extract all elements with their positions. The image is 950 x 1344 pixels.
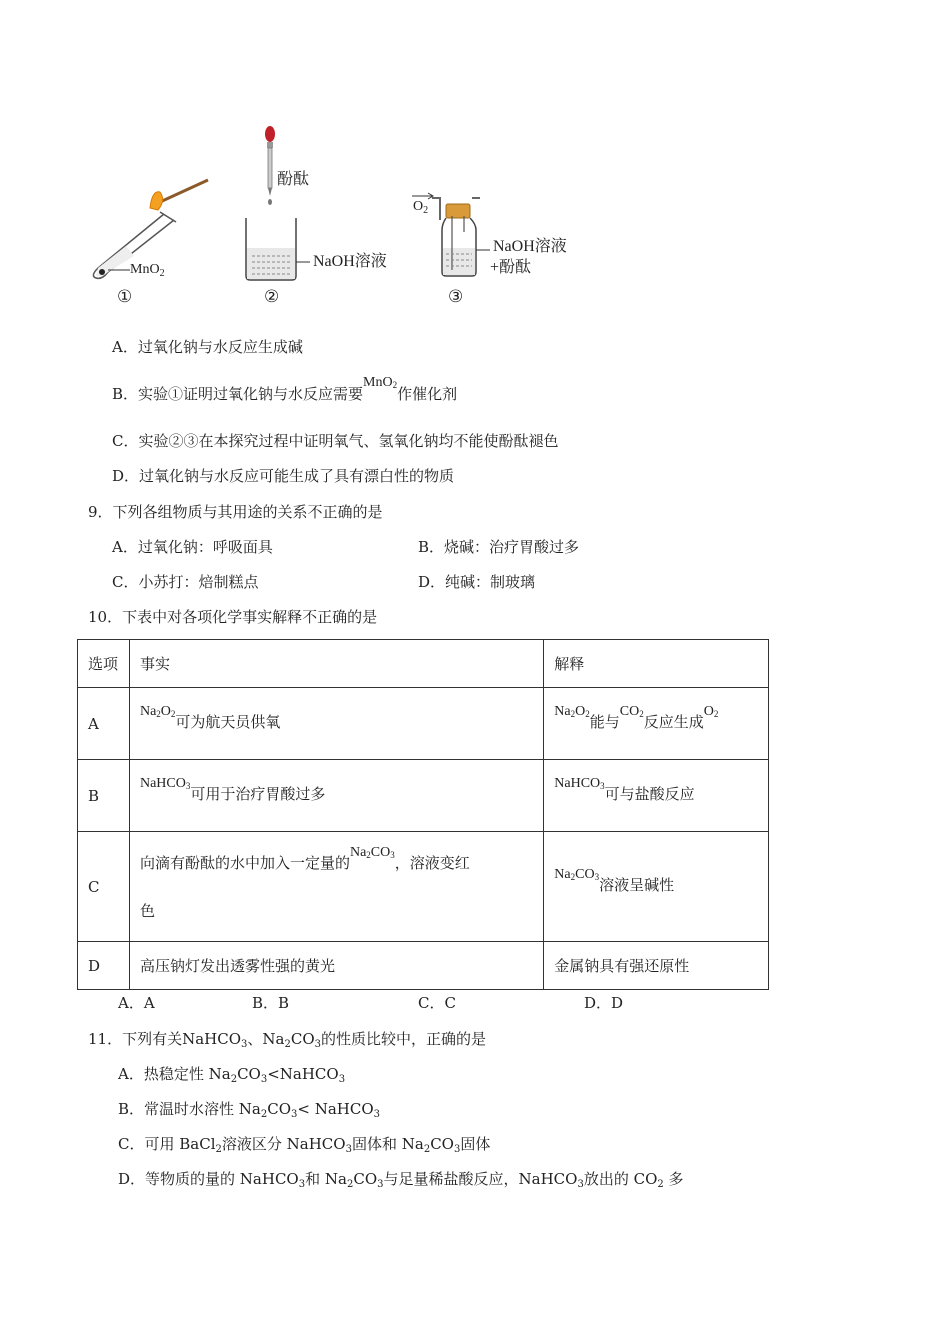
row-option: D [78, 942, 130, 990]
q11-option-a: A．热稳定性 $Na_2CO_3<NaHCO_3$ [118, 1065, 346, 1085]
q10-answer-d: D．D [584, 994, 624, 1012]
q8-option-a: A．过氧化钠与水反应生成碱 [112, 338, 303, 356]
table-row [78, 688, 769, 760]
table-row [78, 832, 769, 942]
phenolphthalein-label: 酚酞 [277, 169, 310, 188]
row-fact: NaHCO$_3$可用于治疗胃酸过多 [129, 760, 543, 832]
beaker-apparatus [246, 126, 310, 280]
q8-option-c: C．实验②③在本探究过程中证明氧气、氢氧化钠均不能使酚酞褪色 [112, 432, 559, 450]
q11-stem: 11．下列有关NaHCO$_3$、$Na_2CO_3$的性质比较中，正确的是 [88, 1030, 487, 1050]
row-explanation: NaHCO$_3$可与盐酸反应 [544, 760, 769, 832]
naoh-solution-label-2: NaOH溶液 [493, 238, 567, 255]
q10-answer-b: B．B [252, 994, 290, 1012]
experiment-number-2: ② [264, 287, 280, 307]
row-explanation: 金属钠具有强还原性 [544, 942, 769, 990]
q8-option-b: B．实验①证明过氧化钠与水反应需要MnO$_2$作催化剂 [112, 375, 458, 403]
q9-stem: 9．下列各组物质与其用途的关系不正确的是 [88, 503, 383, 521]
naoh-solution-label: NaOH溶液 [313, 253, 387, 270]
row-fact: 向滴有酚酞的水中加入一定量的$Na_2CO_3$，溶液变红 色 [129, 832, 543, 942]
q10-answer-a: A．A [118, 994, 155, 1012]
row-explanation: $Na_2CO_3$溶液呈碱性 [544, 832, 769, 942]
table-row [78, 760, 769, 832]
row-option: C [78, 832, 130, 942]
q9-option-a: A．过氧化钠：呼吸面具 [112, 538, 273, 556]
table-header-row [78, 640, 769, 688]
phenolphthalein-label-2: +酚酞 [490, 259, 532, 276]
experiment-figure [80, 120, 600, 315]
header-fact: 事实 [129, 640, 543, 688]
experiment-number-1: ① [117, 287, 133, 307]
q10-stem: 10．下表中对各项化学事实解释不正确的是 [88, 608, 378, 626]
q10-table [77, 639, 769, 990]
header-option: 选项 [78, 640, 130, 688]
o2-label: $O_2$ [413, 199, 429, 216]
row-option: B [78, 760, 130, 832]
q9-option-b: B．烧碱：治疗胃酸过多 [418, 538, 580, 556]
row-option: A [78, 688, 130, 760]
row-fact: 高压钠灯发出透雾性强的黄光 [129, 942, 543, 990]
header-explanation: 解释 [544, 640, 769, 688]
q11-option-b: B．常温时水溶性 $Na_2CO_3<$ NaHCO$_3$ [118, 1100, 381, 1120]
table-row [78, 942, 769, 990]
row-fact: $Na_2O_2$可为航天员供氧 [129, 688, 543, 760]
row-explanation: $Na_2O_2$能与$CO_2$反应生成$O_2$ [544, 688, 769, 760]
experiment-number-3: ③ [448, 287, 464, 307]
q10-answer-c: C．C [418, 994, 456, 1012]
q11-option-d: D．等物质的量的 NaHCO$_3$和 $Na_2CO_3$与足量稀盐酸反应，NaHCO$_3$放出的 $CO_2$ 多 [118, 1170, 684, 1190]
mno2-label: MnO$_2$ [130, 262, 165, 279]
q8-option-d: D．过氧化钠与水反应可能生成了具有漂白性的物质 [112, 467, 455, 485]
q9-option-d: D．纯碱：制玻璃 [418, 573, 536, 591]
q11-option-c: C．可用 BaCl$_2$溶液区分 NaHCO$_3$固体和 $Na_2CO_3$固体 [118, 1135, 491, 1155]
q9-option-c: C．小苏打：焙制糕点 [112, 573, 259, 591]
